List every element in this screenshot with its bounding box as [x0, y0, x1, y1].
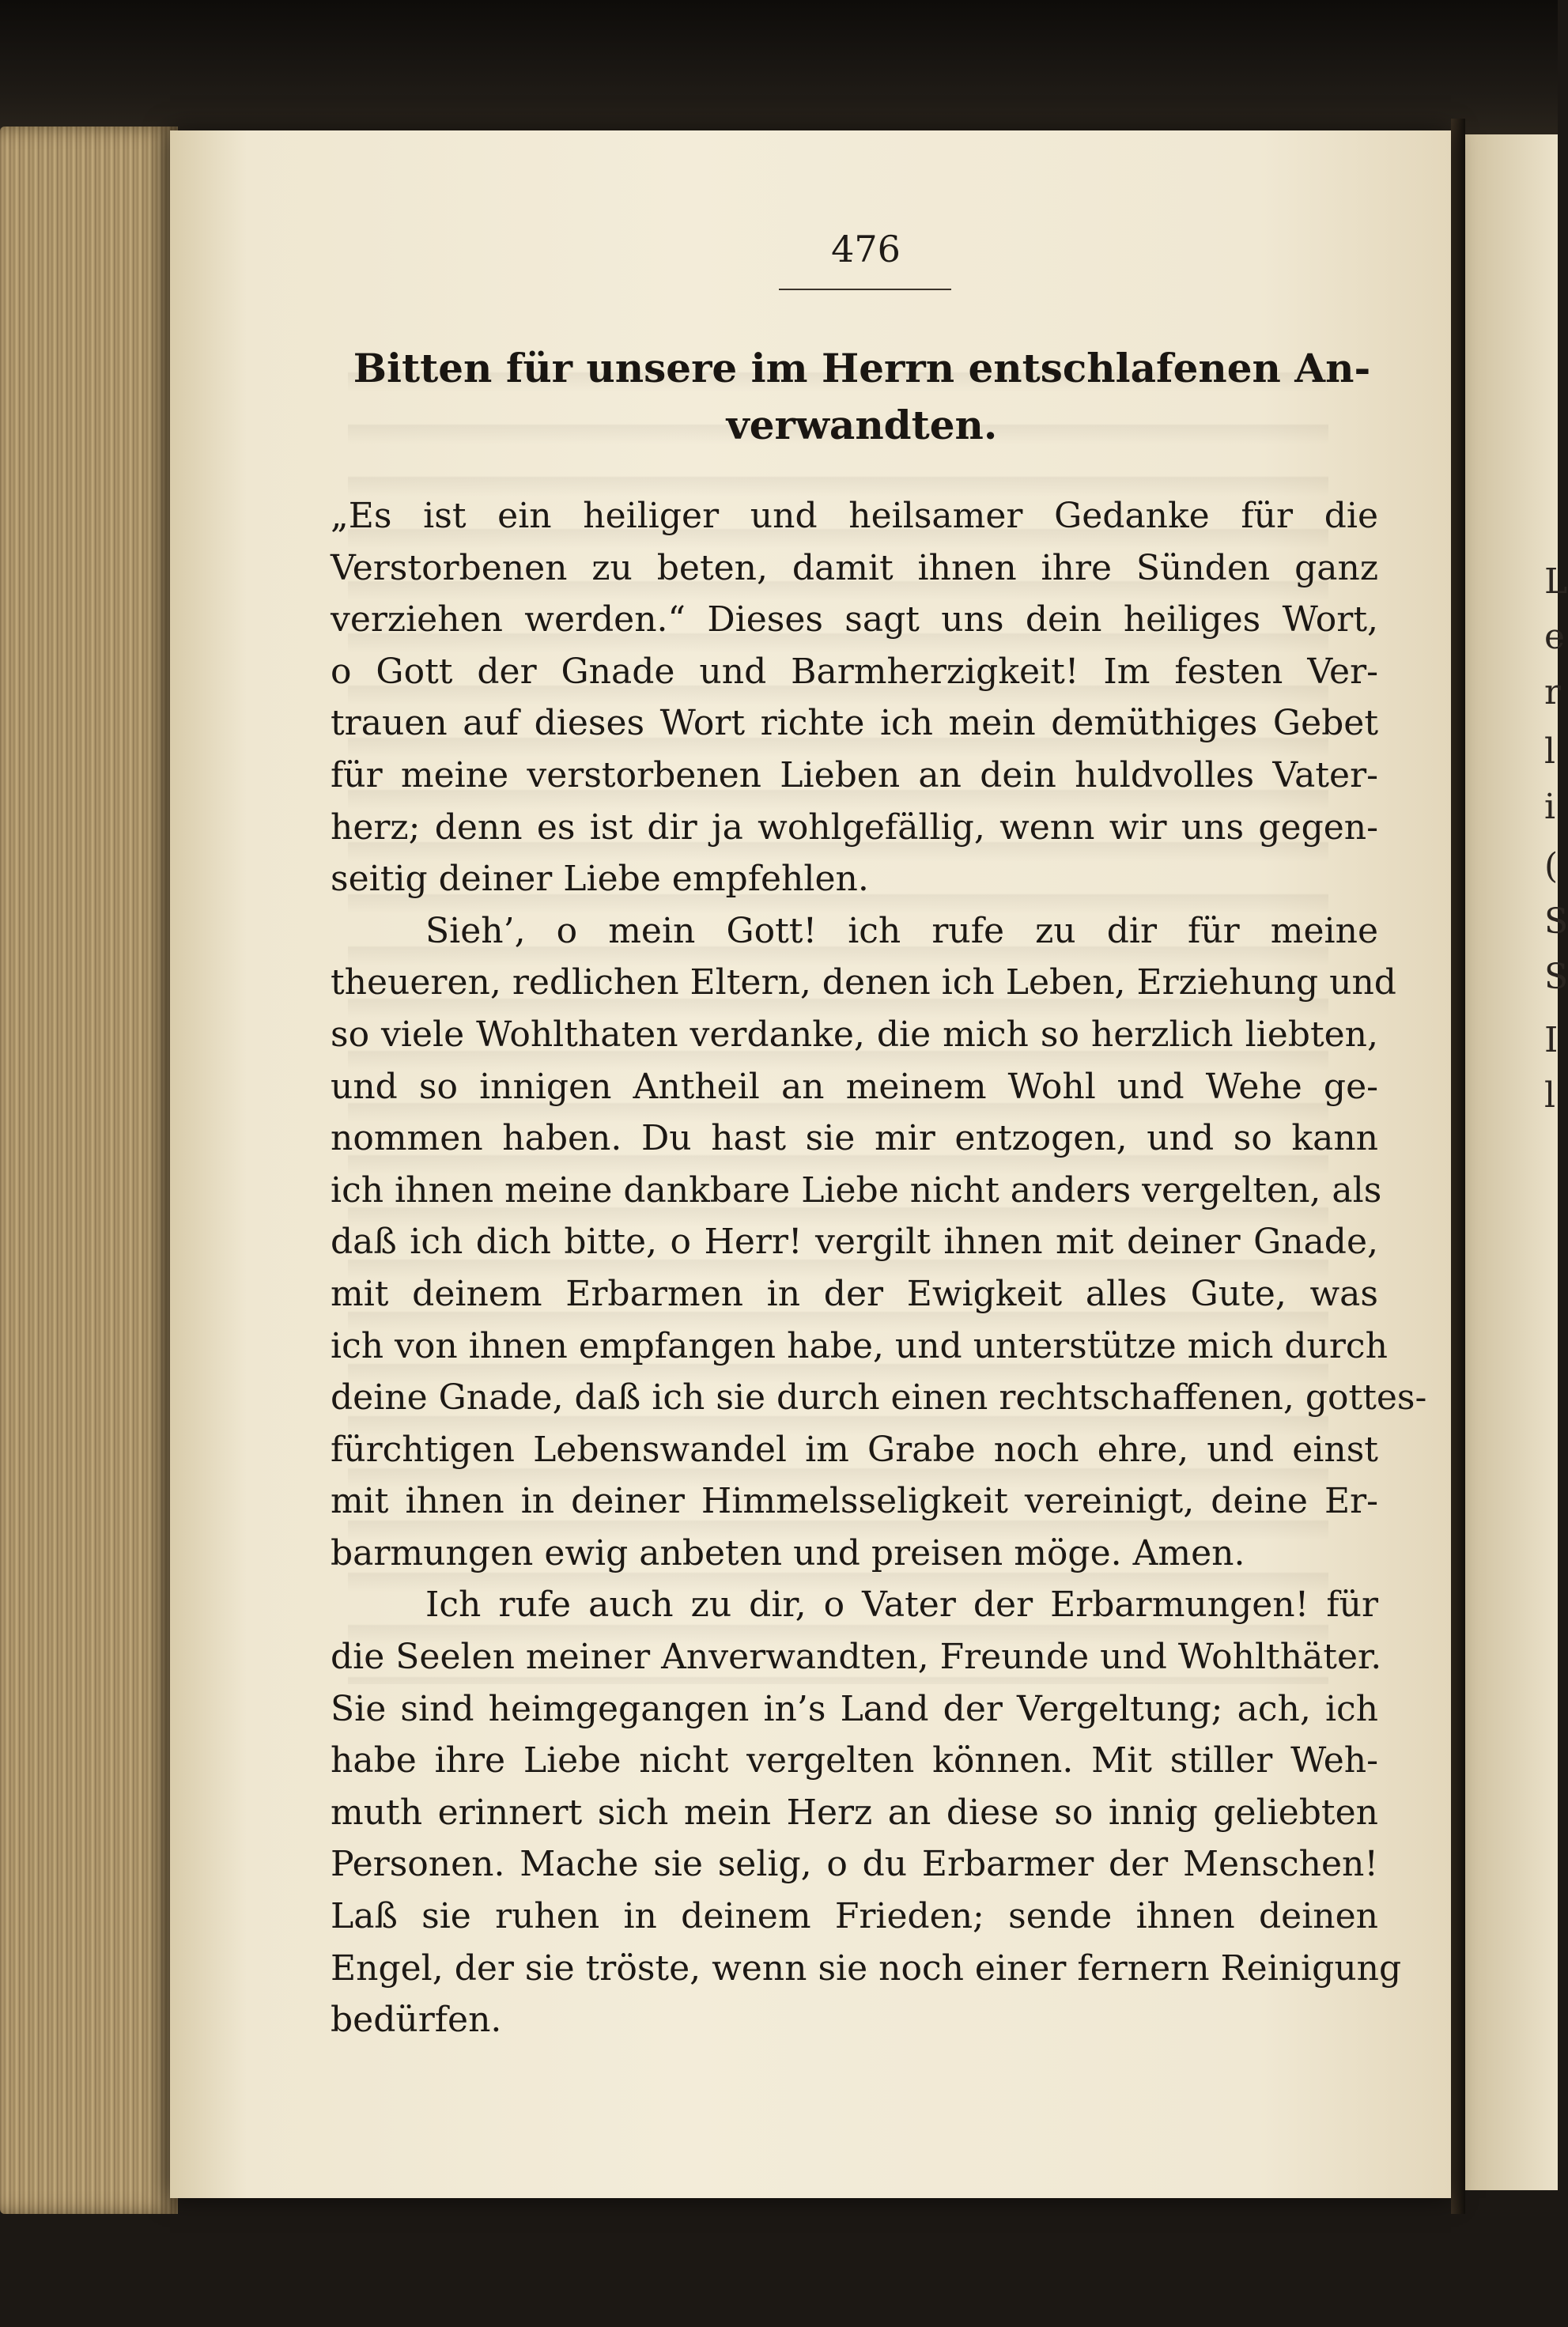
facing-page-glyph: i	[1544, 787, 1556, 827]
text-line: daß ich dich bitte, o Herr! vergilt ihnen mit deiner Gnade,	[331, 1222, 1378, 1263]
facing-page-glyph: e	[1544, 617, 1566, 657]
text-line: „Es ist ein heiliger und heilsamer Gedanke für die	[331, 496, 1378, 536]
facing-page-glyph: S	[1544, 957, 1568, 997]
book-gutter	[1451, 119, 1465, 2214]
text-line: deine Gnade, daß ich sie durch einen rechtschaffenen, gottes-	[331, 1377, 1427, 1418]
text-line: Laß sie ruhen in deinem Frieden; sende ihnen deinen	[331, 1896, 1378, 1937]
facing-page-glyph: S	[1544, 901, 1568, 942]
text-line: seitig deiner Liebe empfehlen.	[331, 859, 869, 900]
section-title-line: Bitten für unsere im Herrn entschlafenen An-	[353, 345, 1371, 391]
paragraph	[331, 905, 1427, 1580]
facing-page-glyph: I	[1544, 1020, 1559, 1060]
text-line: barmungen ewig anbeten und preisen möge. Amen.	[331, 1532, 1245, 1573]
text-line: ich von ihnen empfangen habe, und unterstütze mich durch	[331, 1325, 1388, 1366]
facing-page-glyph: l	[1544, 1075, 1556, 1116]
text-line: bedürfen.	[331, 2000, 502, 2041]
body-text	[331, 490, 1427, 2046]
facing-page-glyph: r	[1544, 672, 1562, 712]
text-line: Sieh’, o mein Gott! ich rufe zu dir für meine	[425, 910, 1378, 951]
text-line: herz; denn es ist dir ja wohlgefällig, wenn wir uns gegen-	[331, 807, 1378, 848]
text-line: für meine verstorbenen Lieben an dein huldvolles Vater-	[331, 754, 1378, 795]
page-number: 476	[831, 228, 901, 270]
text-line: o Gott der Gnade und Barmherzigkeit! Im festen Ver-	[331, 651, 1378, 692]
text-line: Verstorbenen zu beten, damit ihnen ihre Sünden ganz	[331, 547, 1378, 588]
text-line: Ich rufe auch zu dir, o Vater der Erbarmungen! für	[425, 1585, 1378, 1626]
text-line: fürchtigen Lebenswandel im Grabe noch ehre, und einst	[331, 1429, 1378, 1470]
book-page-edges	[0, 127, 178, 2214]
text-line: habe ihre Liebe nicht vergelten können. Mit stiller Weh-	[331, 1740, 1378, 1781]
facing-page-glyph: L	[1544, 561, 1568, 602]
scan-background-top	[0, 0, 1558, 138]
text-line: Sie sind heimgegangen in’s Land der Vergeltung; ach, ich	[331, 1688, 1378, 1729]
text-line: nommen haben. Du hast sie mir entzogen, und so kann	[331, 1118, 1378, 1159]
text-line: Personen. Mache sie selig, o du Erbarmer der Menschen!	[331, 1844, 1378, 1885]
header-rule	[779, 289, 951, 290]
section-title	[332, 340, 1392, 454]
text-line: ich ihnen meine dankbare Liebe nicht anders vergelten, als	[331, 1169, 1382, 1211]
text-line: Engel, der sie tröste, wenn sie noch einer fernern Reinigung	[331, 1947, 1402, 1989]
text-line: mit ihnen in deiner Himmelsseligkeit vereinigt, deine Er-	[331, 1481, 1378, 1522]
text-line: verziehen werden.“ Dieses sagt uns dein heiliges Wort,	[331, 599, 1378, 640]
text-line: trauen auf dieses Wort richte ich mein demüthiges Gebet	[331, 703, 1378, 744]
text-line: muth erinnert sich mein Herz an diese so innig geliebten	[331, 1792, 1378, 1833]
text-line: theueren, redlichen Eltern, denen ich Leben, Erziehung und	[331, 962, 1396, 1003]
facing-page-glyph: l	[1544, 731, 1556, 772]
facing-page	[1465, 134, 1568, 2190]
text-line: so viele Wohlthaten verdanke, die mich so herzlich liebten,	[331, 1014, 1378, 1055]
text-line: und so innigen Antheil an meinem Wohl und Wehe ge-	[331, 1066, 1378, 1107]
section-title-line: verwandten.	[726, 402, 998, 448]
text-line: mit deinem Erbarmen in der Ewigkeit alles Gute, was	[331, 1273, 1378, 1314]
facing-page-glyph: (	[1544, 846, 1559, 886]
paragraph	[331, 490, 1378, 905]
paragraph	[331, 1579, 1402, 2046]
text-line: die Seelen meiner Anverwandten, Freunde und Wohlthäter.	[331, 1637, 1382, 1678]
